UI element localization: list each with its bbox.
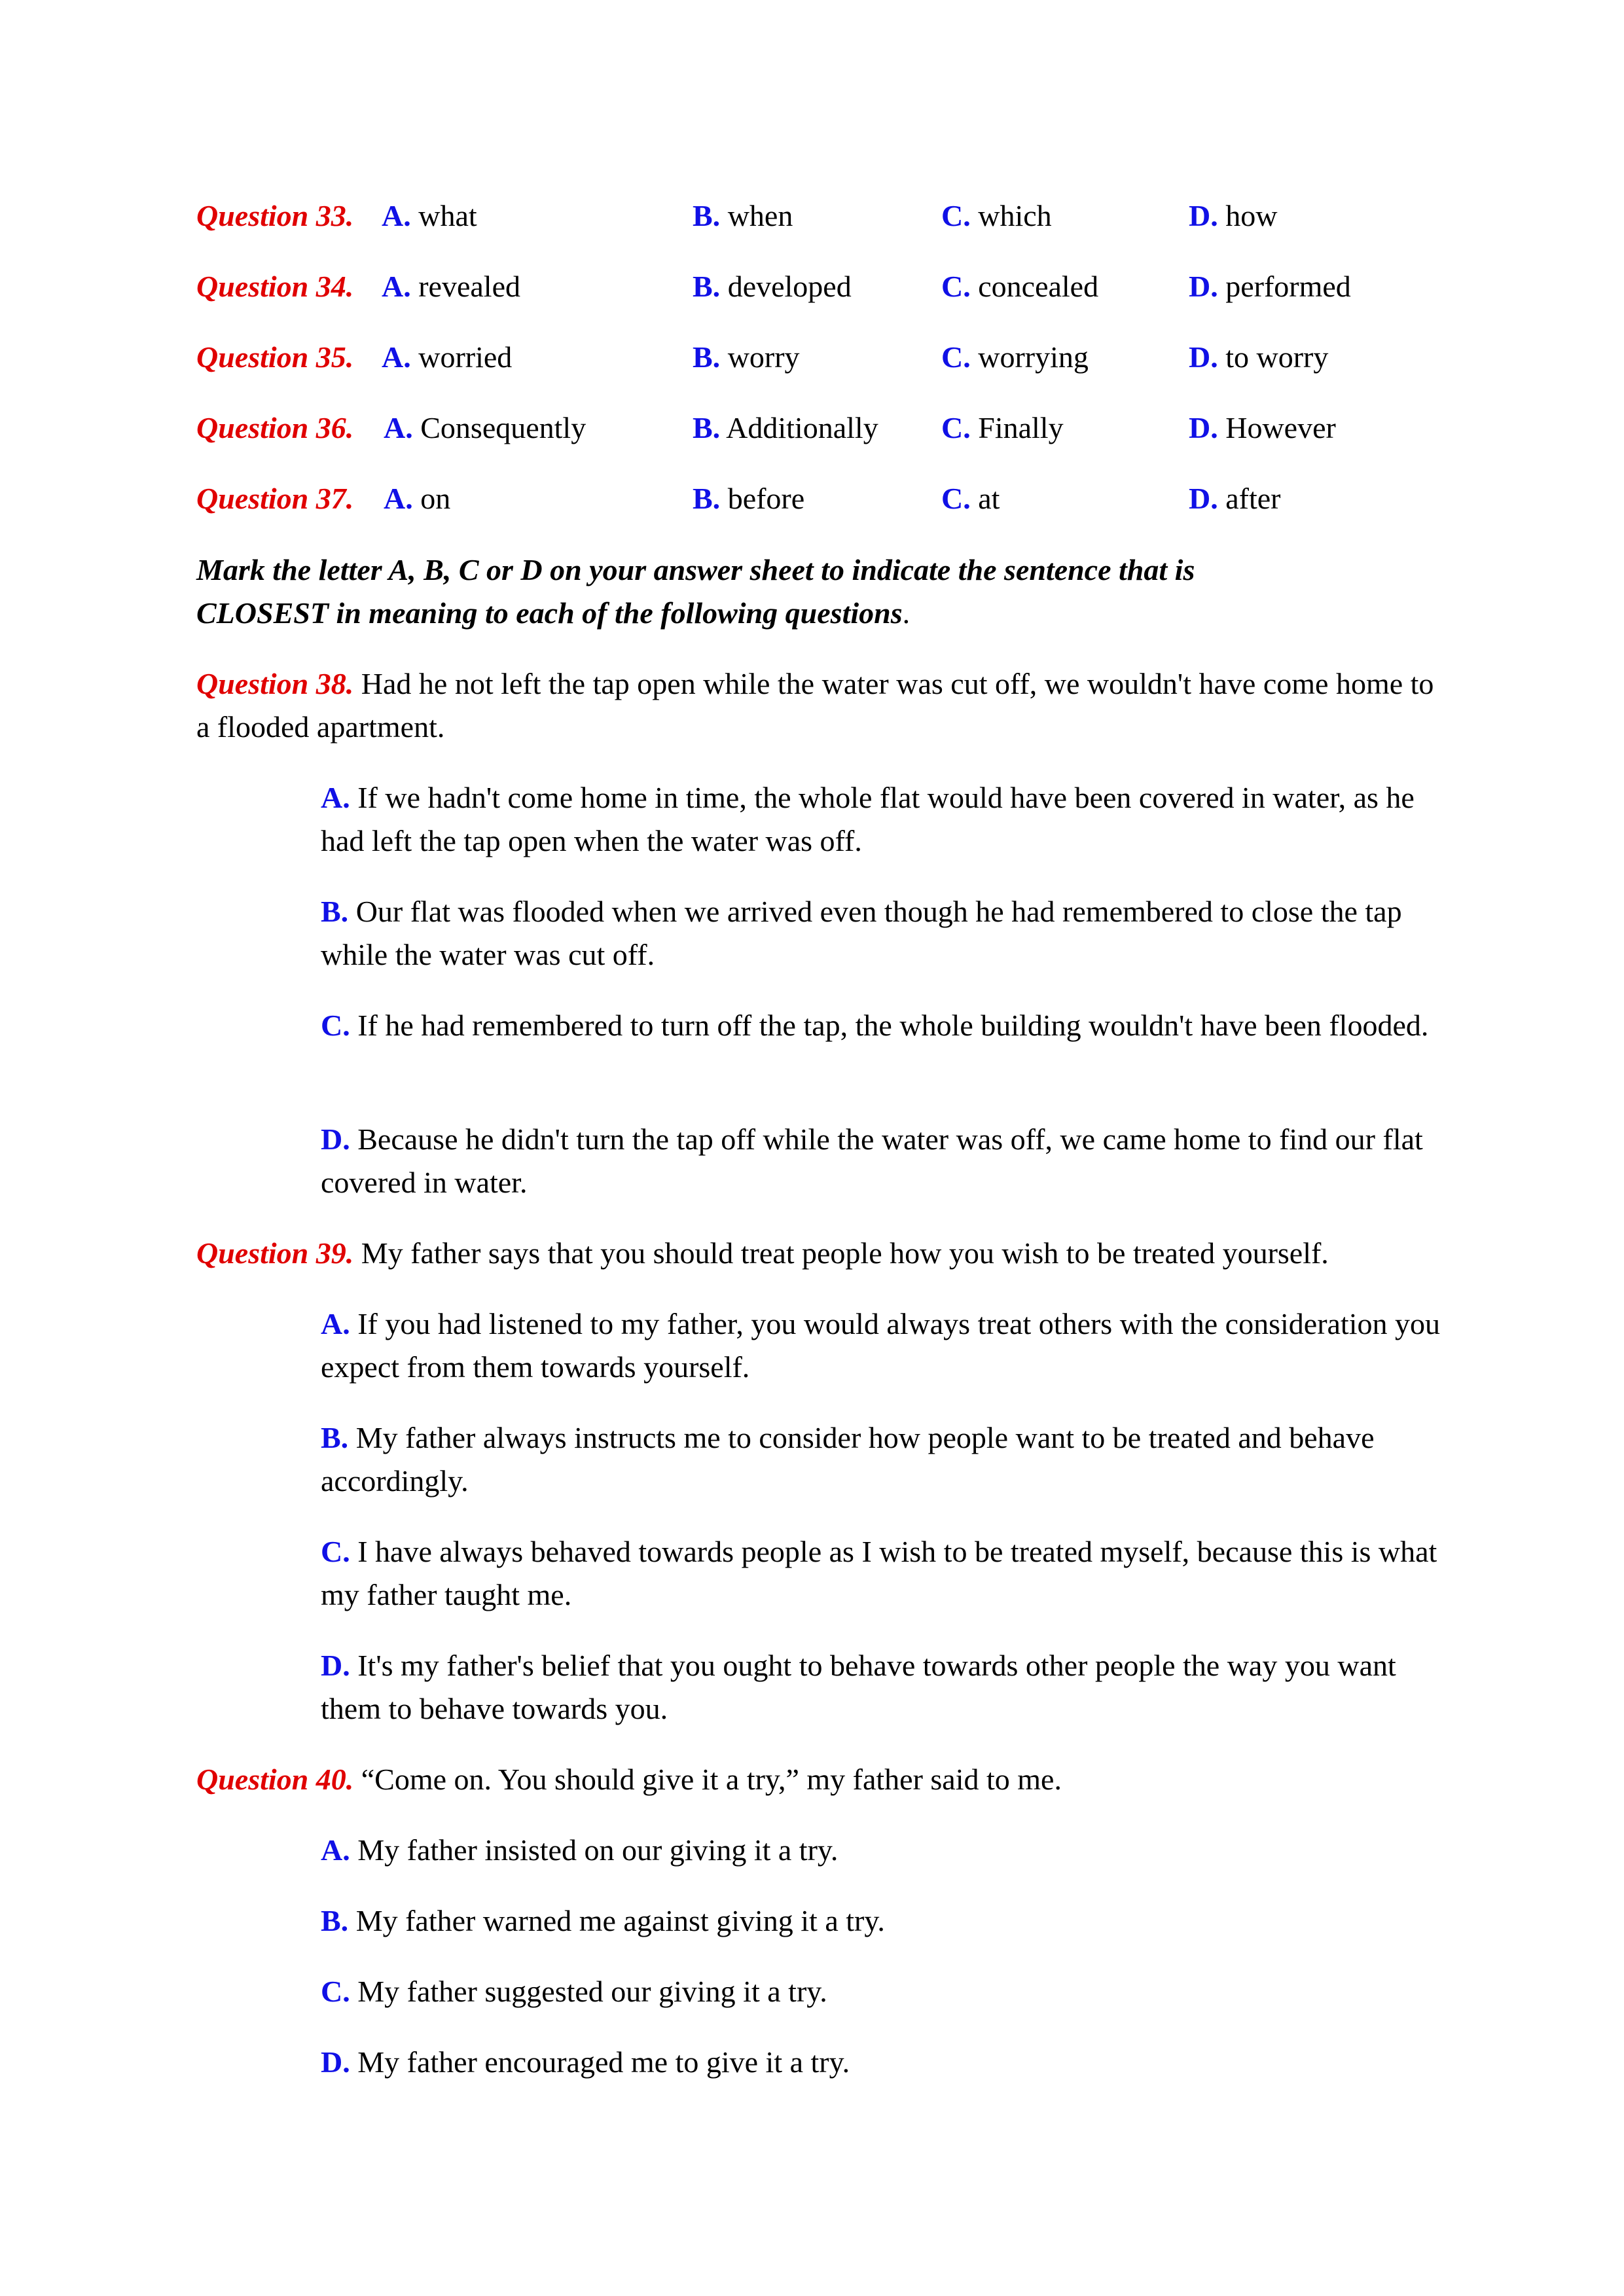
option-c: C. which	[941, 199, 1052, 232]
q38-option-c: C. If he had remembered to turn off the tap, the whole building wouldn't have been flooded.	[321, 1009, 1429, 1042]
question-number: Question 40.	[196, 1763, 354, 1796]
q40-option-a: A. My father insisted on our giving it a try.	[321, 1833, 839, 1867]
q39-option-b: B. My father always instructs me to consider how people want to be treated and behave accordingly.	[321, 1421, 1375, 1498]
option-c: C. Finally	[941, 411, 1064, 444]
q40-option-d: D. My father encouraged me to give it a try.	[321, 2045, 850, 2079]
option-a: A. what	[382, 199, 477, 232]
option-c: C. concealed	[941, 270, 1099, 303]
question-stem-39: Question 39. My father says that you should treat people how you wish to be treated yourself.	[196, 1236, 1329, 1270]
question-number: Question 37.	[196, 482, 354, 515]
option-a: A. on	[384, 482, 451, 515]
q39-option-c: C. I have always behaved towards people as I wish to be treated myself, because this is what my father taught me.	[321, 1535, 1437, 1611]
option-b: B. before	[693, 482, 805, 515]
option-a: A. revealed	[382, 270, 521, 303]
option-b: B. when	[693, 199, 793, 232]
q39-option-d: D. It's my father's belief that you ought to behave towards other people the way you want them to behave towards you.	[321, 1649, 1396, 1725]
question-number: Question 33.	[196, 199, 354, 232]
option-b: B. worry	[693, 340, 800, 374]
question-number: Question 36.	[196, 411, 354, 444]
q38-option-b: B. Our flat was flooded when we arrived even though he had remembered to close the tap while the water was cut off.	[321, 895, 1402, 971]
option-d: D. performed	[1189, 270, 1351, 303]
q38-option-d: D. Because he didn't turn the tap off while the water was off, we came home to find our flat covered in water.	[321, 1122, 1423, 1199]
option-d: D. to worry	[1189, 340, 1329, 374]
question-number: Question 34.	[196, 270, 354, 303]
option-b: B. developed	[693, 270, 852, 303]
option-a: A. Consequently	[384, 411, 586, 444]
option-d: D. However	[1189, 411, 1336, 444]
option-c: C. worrying	[941, 340, 1089, 374]
question-stem-38: Question 38. Had he not left the tap open while the water was cut off, we wouldn't have come home to a flooded apartment.	[196, 667, 1434, 744]
option-a: A. worried	[382, 340, 513, 374]
option-b: B. Additionally	[693, 411, 878, 444]
section-instruction: Mark the letter A, B, C or D on your answer sheet to indicate the sentence that is CLOSEST in meaning to each of the following questions.	[196, 553, 1195, 630]
question-number: Question 35.	[196, 340, 354, 374]
q39-option-a: A. If you had listened to my father, you would always treat others with the consideration you expect from them towards yourself.	[321, 1307, 1440, 1384]
q40-option-c: C. My father suggested our giving it a try.	[321, 1975, 827, 2008]
q40-option-b: B. My father warned me against giving it a try.	[321, 1904, 885, 1937]
question-number: Question 38.	[196, 667, 354, 700]
question-stem-40: Question 40. “Come on. You should give it a try,” my father said to me.	[196, 1763, 1062, 1796]
option-d: D. after	[1189, 482, 1281, 515]
question-number: Question 39.	[196, 1236, 354, 1270]
option-c: C. at	[941, 482, 1000, 515]
option-d: D. how	[1189, 199, 1278, 232]
q38-option-a: A. If we hadn't come home in time, the whole flat would have been covered in water, as he had left the tap open when the water was off.	[321, 781, 1415, 857]
